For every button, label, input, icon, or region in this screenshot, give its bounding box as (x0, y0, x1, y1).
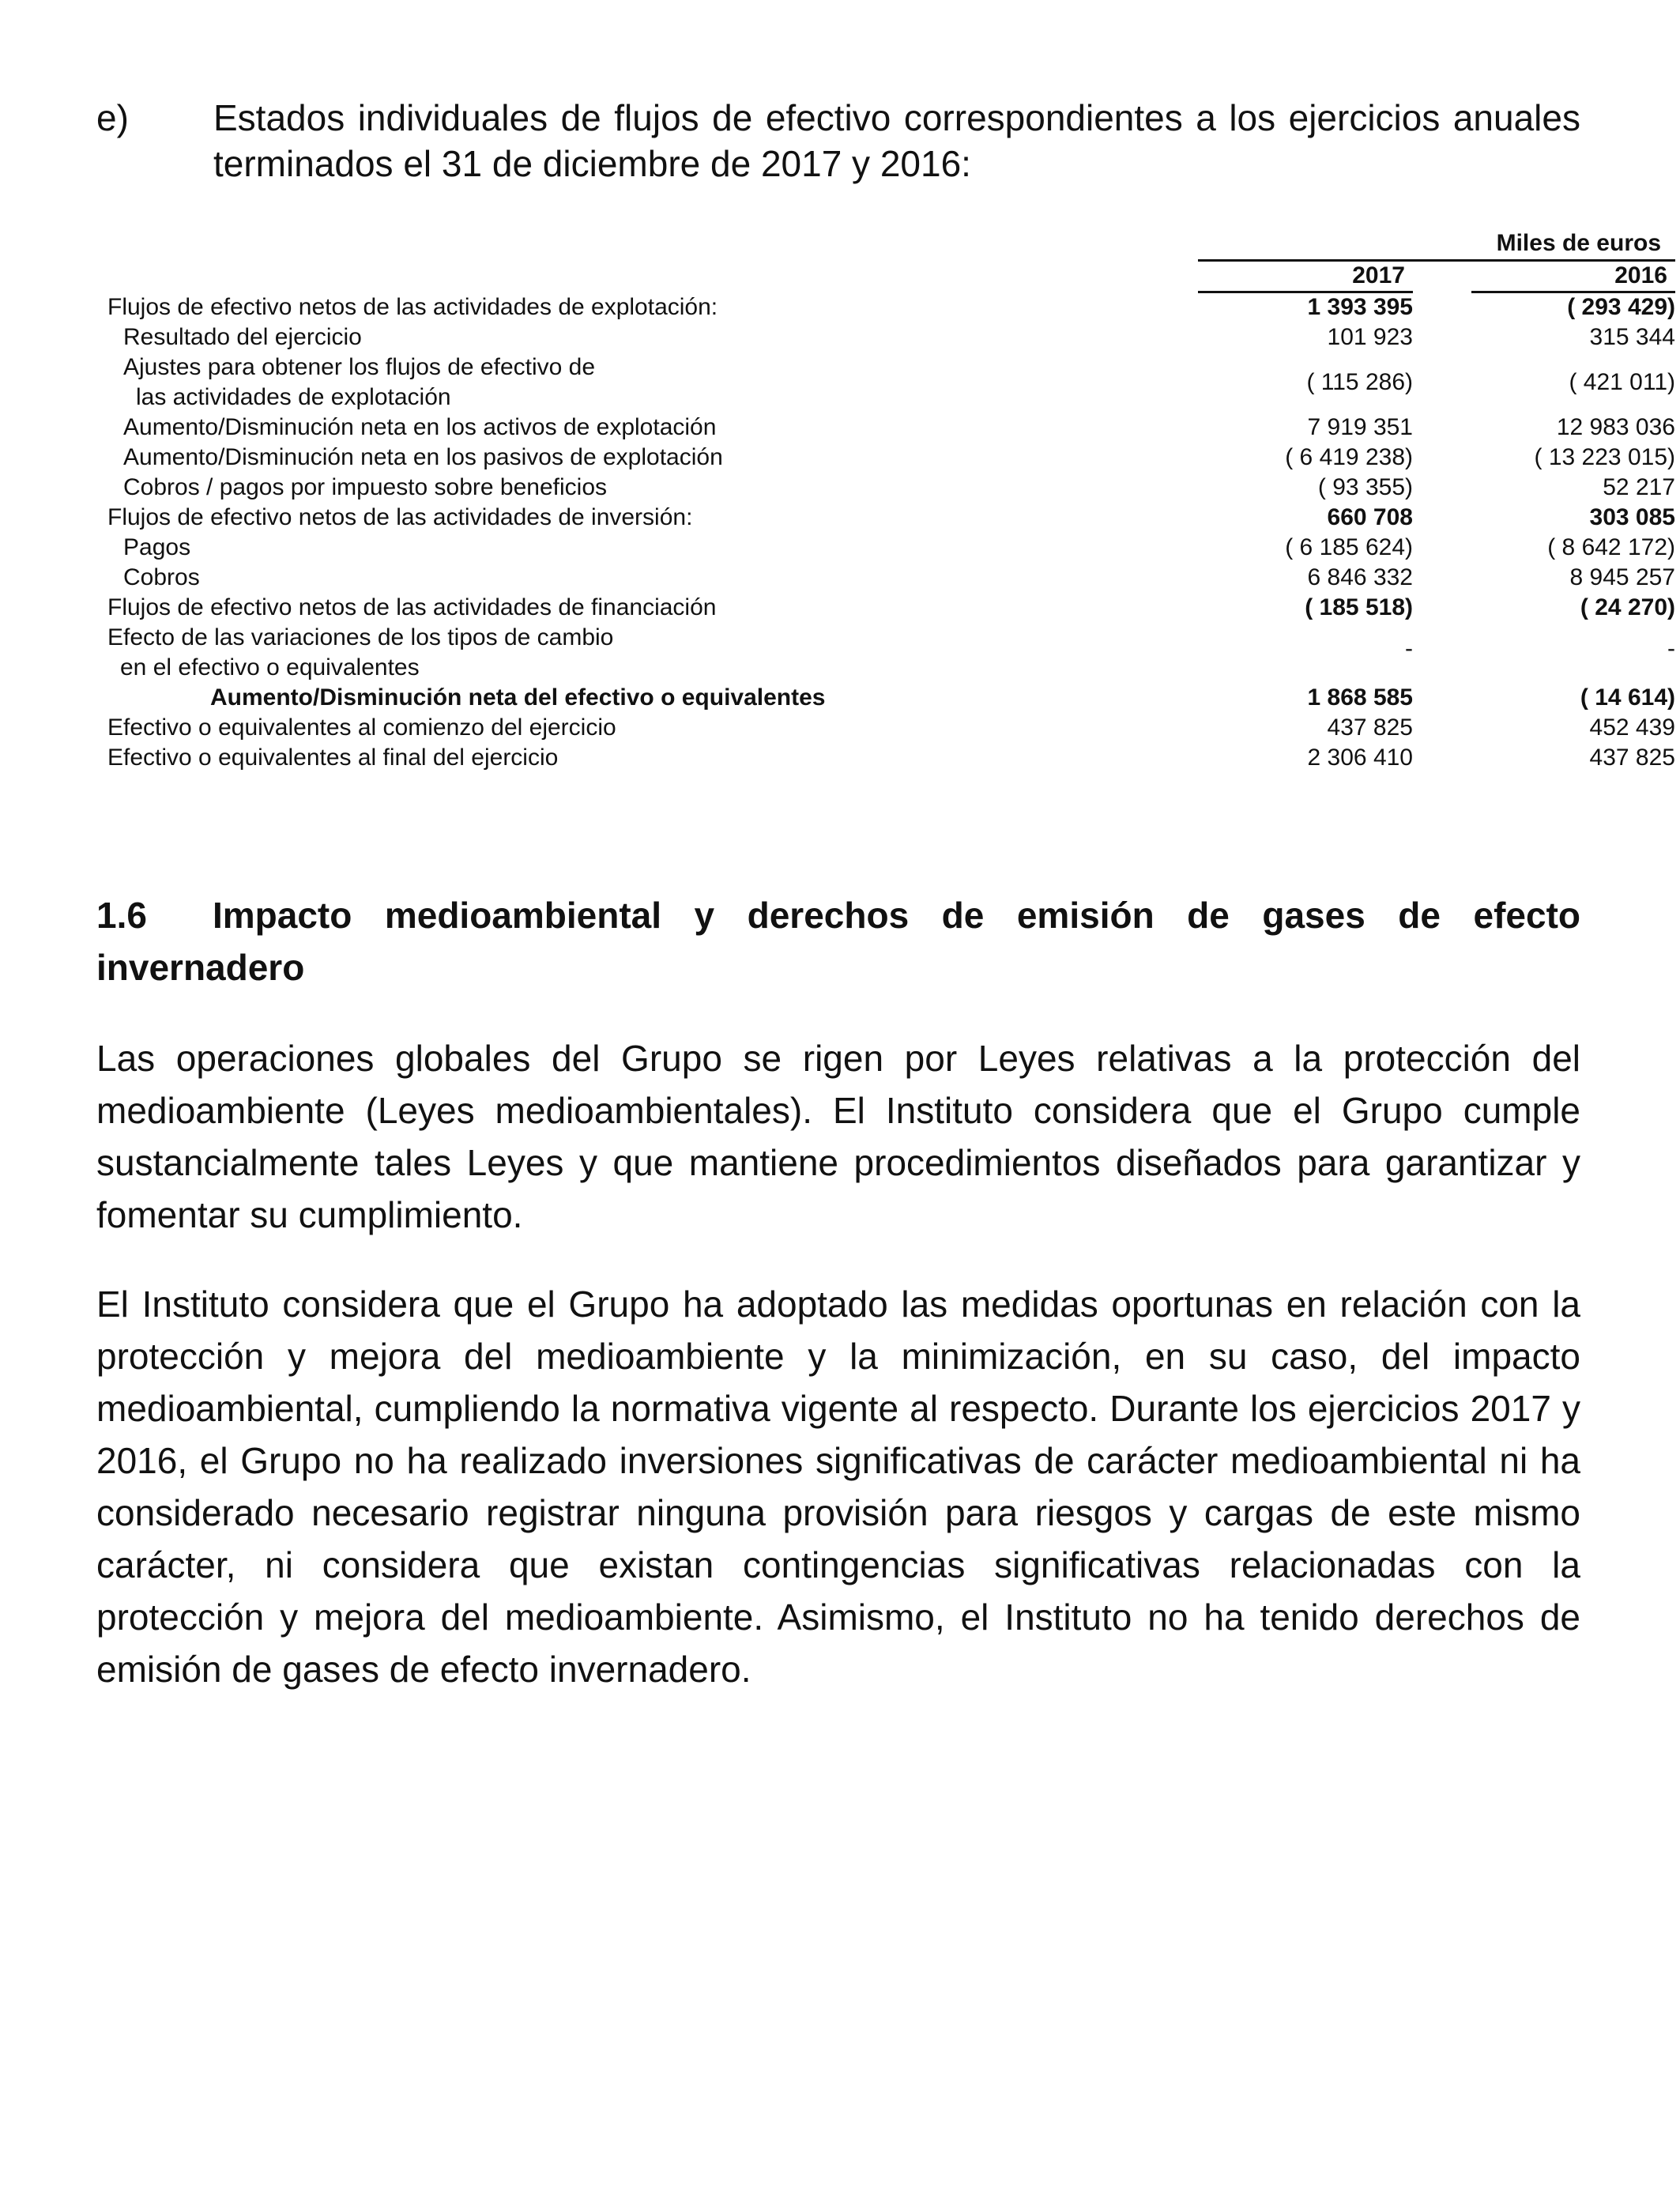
value-2017: ( 6 185 624) (1285, 534, 1413, 560)
value-2017: 1 393 395 (1307, 294, 1413, 320)
subsection-marker: e) (96, 97, 129, 138)
row-label: Efectivo o equivalentes al comienzo del ejercicio (107, 714, 616, 741)
value-2017: ( 115 286) (1306, 369, 1413, 395)
value-2017: ( 93 355) (1317, 474, 1413, 500)
value-2016: 52 217 (1603, 474, 1675, 500)
row-label: Flujos de efectivo netos de las actividades de inversión: (107, 504, 693, 530)
value-2016: ( 8 642 172) (1547, 534, 1675, 560)
value-2016: 12 983 036 (1556, 414, 1675, 440)
value-2017: - (1405, 635, 1413, 662)
row-label: Aumento/Disminución neta del efectivo o equivalentes (210, 684, 826, 711)
section-number: 1.6 (96, 895, 147, 936)
value-2017: 1 868 585 (1307, 684, 1413, 711)
value-2017: ( 185 518) (1305, 594, 1413, 620)
paragraph: Las operaciones globales del Grupo se rigen por Leyes relativas a la protección del medioambiente (Leyes medioambientales). El Instituto considera que el Grupo cumple sustancialmente tales Leyes y que mantiene procedimientos diseñados para garantizar y fomentar su cumplimiento. (96, 1038, 1580, 1235)
paragraph: El Instituto considera que el Grupo ha adoptado las medidas oportunas en relación con la protección y mejora del medioambiente y la minimización, en su caso, del impacto medioambiental, cumpliendo la normativa vigente al respecto. Durante los ejercicios 2017 y 2016, el Grupo no ha realizado inversiones significativas de carácter medioambiental ni ha considerado necesario registrar ninguna provisión para riesgos y cargas de este mismo carácter, ni considera que existan contingencias significativas relacionadas con la protección y mejora del medioambiente. Asimismo, el Instituto no ha tenido derechos de emisión de gases de efecto invernadero. (96, 1284, 1580, 1690)
section-heading (96, 889, 1580, 993)
row-label-line2: en el efectivo o equivalentes (120, 654, 420, 680)
row-label-line1: Ajustes para obtener los flujos de efectivo de (123, 354, 596, 380)
row-label-line2: las actividades de explotación (136, 384, 451, 410)
value-2016: - (1667, 635, 1675, 662)
row-label: Aumento/Disminución neta en los pasivos de explotación (123, 444, 723, 470)
row-label: Flujos de efectivo netos de las actividades de explotación: (107, 294, 718, 320)
value-2016: 303 085 (1589, 504, 1675, 530)
section-title-line1: Impacto medioambiental y derechos de emisión de gases de efecto (212, 895, 1580, 936)
value-2016: ( 13 223 015) (1534, 444, 1675, 470)
value-2016: 452 439 (1589, 714, 1675, 741)
value-2016: ( 14 614) (1580, 684, 1675, 711)
value-2016: 437 825 (1589, 745, 1675, 771)
row-label: Pagos (123, 534, 191, 560)
value-2017: 7 919 351 (1307, 414, 1413, 440)
value-2017: 437 825 (1327, 714, 1413, 741)
units-rule (1198, 259, 1675, 262)
value-2016: 8 945 257 (1569, 564, 1675, 590)
value-2016: ( 421 011) (1569, 369, 1675, 395)
subsection-title: Estados individuales de flujos de efectivo correspondientes a los ejercicios anuales terminados el 31 de diciembre de 2017 y 2016: (213, 97, 1580, 184)
table-row (107, 623, 1675, 683)
value-2016: ( 293 429) (1567, 294, 1675, 320)
row-label: Cobros (123, 564, 200, 590)
column-header-2016: 2016 (1614, 262, 1667, 288)
units-header: Miles de euros (1496, 230, 1661, 256)
section-title-line2: invernadero (96, 947, 305, 988)
section-heading-line1 (96, 889, 1580, 941)
value-2016: 315 344 (1589, 324, 1675, 350)
row-label: Cobros / pagos por impuesto sobre beneficios (123, 474, 608, 500)
value-2017: 6 846 332 (1307, 564, 1413, 590)
row-label: Aumento/Disminución neta en los activos de explotación (123, 414, 717, 440)
row-label-line1: Efecto de las variaciones de los tipos de cambio (107, 624, 614, 650)
row-label: Flujos de efectivo netos de las actividades de financiación (107, 594, 717, 620)
value-2017: ( 6 419 238) (1285, 444, 1413, 470)
row-label: Efectivo o equivalentes al final del ejercicio (107, 745, 559, 771)
value-2017: 101 923 (1327, 324, 1413, 350)
value-2017: 660 708 (1327, 504, 1413, 530)
column-header-2017: 2017 (1352, 262, 1405, 288)
value-2017: 2 306 410 (1307, 745, 1413, 771)
row-label: Resultado del ejercicio (123, 324, 362, 350)
table-row (107, 352, 1675, 413)
value-2016: ( 24 270) (1580, 594, 1675, 620)
